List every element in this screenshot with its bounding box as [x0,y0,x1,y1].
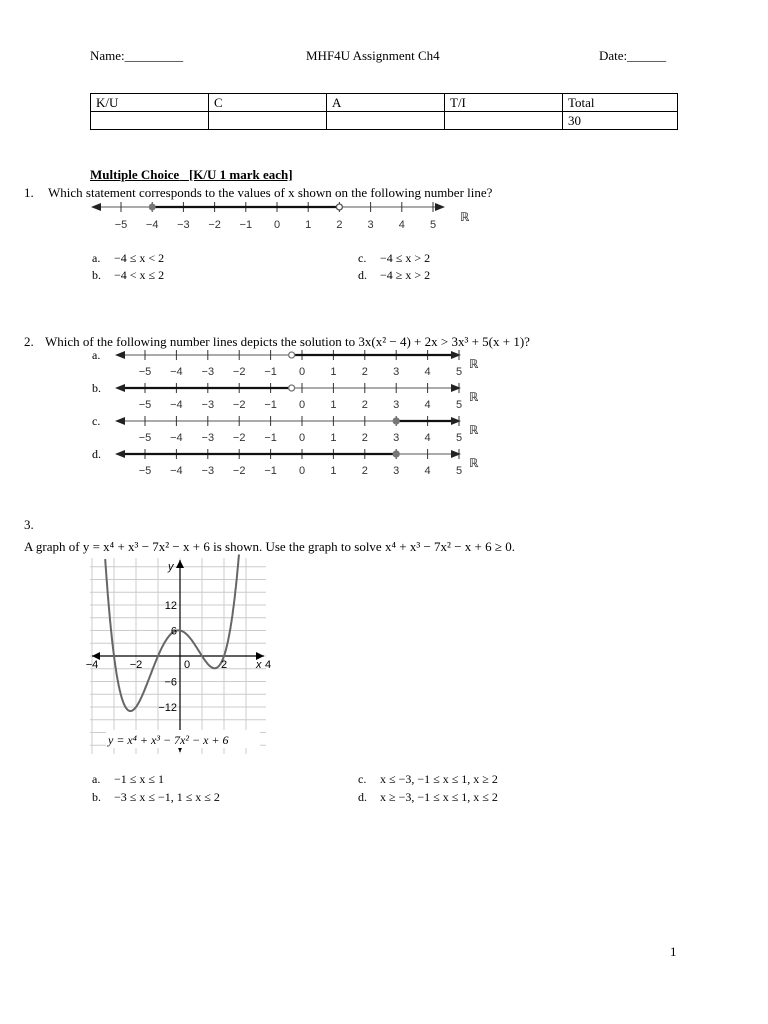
y-tick-label: −12 [158,702,177,714]
q3-graph-axes [92,560,264,752]
tick-label: −1 [264,366,277,378]
axis-symbol: ℝ [469,456,479,470]
y-axis-label: y [168,561,174,573]
q1-number: 1. [24,185,34,200]
tick-label: 5 [455,399,463,411]
marks-cell-a[interactable] [327,112,445,130]
tick-label: −3 [177,219,190,231]
tick-label: 0 [298,465,306,477]
q1-option-a-text: −4 ≤ x < 2 [114,251,165,265]
q1-text: Which statement corresponds to the values of x shown on the following number line? [48,185,493,200]
q1-option-d-letter: d. [358,268,367,282]
q1-option-a-letter: a. [92,251,101,265]
tick-label: −2 [232,399,246,411]
tick-label: 4 [424,432,431,444]
tick-label: −1 [264,432,277,444]
tick-label: 0 [273,219,281,231]
q1-option-a[interactable] [92,251,164,265]
axis-arrow-left [115,351,125,359]
marks-header-ku: K/U [91,94,209,112]
tick-label: 1 [330,399,337,411]
q3-text: A graph of y = x⁴ + x³ − 7x² − x + 6 is shown. Use the graph to solve x⁴ + x³ − 7x² − x + 6 ≥ 0. [24,539,515,554]
tick-label: 2 [361,432,368,444]
tick-label: −4 [170,465,183,477]
x-tick-label: −4 [85,659,99,671]
marks-header-c: C [209,94,327,112]
q1-option-c[interactable] [358,251,430,265]
tick-label: −2 [208,219,221,231]
q2-number-lines [85,345,505,485]
axis-symbol: ℝ [469,357,479,371]
tick-label: −2 [232,465,246,477]
page-title: MHF4U Assignment Ch4 [306,48,440,63]
tick-label: 3 [393,366,400,378]
section-subtitle: [K/U 1 mark each] [188,167,293,182]
date-label: Date:______ [599,48,667,63]
q2-line-d [92,447,479,477]
q3-number: 3. [24,517,34,532]
axis-symbol: ℝ [460,210,470,224]
q2-lines-group [92,348,479,477]
q1-option-c-letter: c. [358,251,367,265]
q3-graph-caption: y = x⁴ + x³ − 7x² − x + 6 [108,733,229,747]
q3-option-a-text: −1 ≤ x ≤ 1 [114,772,164,786]
q2-line-c [92,414,479,444]
tick-label: 3 [393,432,400,444]
tick-label: −3 [201,366,215,378]
marks-header-ti: T/I [445,94,563,112]
marks-header-total: Total [563,94,678,112]
tick-label: −4 [170,432,183,444]
q1-option-b[interactable] [92,268,164,282]
tick-label: −1 [264,465,277,477]
marks-table [90,93,678,130]
solution-endpoint [393,418,399,424]
q2-line-letter: a. [92,348,101,362]
tick-label: −3 [201,399,215,411]
tick-label: 2 [361,465,368,477]
axis-arrow-left [115,417,125,425]
q3-option-b-text: −3 ≤ x ≤ −1, 1 ≤ x ≤ 2 [114,790,220,804]
marks-header-a: A [327,94,445,112]
q1-option-b-text: −4 < x ≤ 2 [114,268,165,282]
q3-option-c[interactable] [358,772,498,786]
q3-option-d[interactable] [358,790,498,804]
q2-line-letter: b. [92,381,101,395]
q1-option-c-text: −4 ≤ x > 2 [380,251,431,265]
marks-cell-ku[interactable] [91,112,209,130]
y-tick-label: 12 [164,600,177,612]
q1-line-group [91,202,470,231]
tick-label: 0 [298,366,306,378]
tick-label: 3 [393,399,400,411]
tick-label: 1 [330,366,337,378]
marks-header-row [91,94,678,112]
q3-option-b-letter: b. [92,790,101,804]
q3-option-c-text: x ≤ −3, −1 ≤ x ≤ 1, x ≥ 2 [380,772,498,786]
y-tick-label: −6 [164,676,177,689]
tick-label: 0 [298,432,306,444]
tick-label: −5 [138,366,152,378]
x-tick-label: 4 [264,659,272,671]
axis-arrow-left [91,203,101,211]
section-title: Multiple Choice [90,167,180,182]
tick-label: 4 [424,366,431,378]
tick-label: 1 [330,465,337,477]
marks-cell-ti[interactable] [445,112,563,130]
axis-symbol: ℝ [469,390,479,404]
tick-label: 5 [429,219,437,231]
tick-label: 5 [455,432,463,444]
q3-option-d-text: x ≥ −3, −1 ≤ x ≤ 1, x ≤ 2 [380,790,498,804]
axis-symbol: ℝ [469,423,479,437]
q3-option-d-letter: d. [358,790,367,804]
q3-option-b[interactable] [92,790,220,804]
q3-option-c-letter: c. [358,772,367,786]
solution-endpoint [289,352,295,358]
q1-number-line [85,196,485,236]
page-number: 1 [670,944,677,959]
tick-label: 1 [305,219,312,231]
tick-label: −5 [138,432,152,444]
q1-option-b-letter: b. [92,268,101,282]
x-tick-label: 0 [184,659,191,671]
tick-label: −5 [114,219,128,231]
tick-label: −3 [201,432,215,444]
q1-option-d-text: −4 ≥ x > 2 [380,268,431,282]
tick-label: 2 [361,399,368,411]
tick-label: −2 [232,366,246,378]
tick-label: −1 [239,219,253,231]
q1-option-d[interactable] [358,268,430,282]
q3-option-a-letter: a. [92,772,101,786]
marks-cell-c[interactable] [209,112,327,130]
y-axis-arrow-up [176,560,184,568]
tick-label: 4 [424,465,431,477]
axis-arrow-left [115,450,125,458]
q2-line-a [92,348,479,378]
marks-cell-total: 30 [563,112,678,130]
solution-endpoint [289,385,295,391]
tick-label: −2 [232,432,246,444]
q2-line-letter: d. [92,447,101,461]
tick-label: 3 [367,219,374,231]
tick-label: −4 [145,219,159,231]
closed-endpoint [149,204,155,210]
q2-number: 2. [24,334,34,349]
q3-graph [85,558,272,754]
tick-label: 4 [398,219,405,231]
q2-line-letter: c. [92,414,101,428]
solution-endpoint [393,451,399,457]
x-tick-label: −2 [129,659,143,671]
tick-label: −4 [170,366,183,378]
axis-arrow-left [115,384,125,392]
tick-label: 2 [361,366,368,378]
x-tick-label: 2 [220,659,228,671]
tick-label: −5 [138,465,152,477]
marks-value-row [91,112,678,130]
q2-line-b [92,381,479,411]
tick-label: 2 [336,219,343,231]
section-heading [90,167,293,182]
tick-label: 3 [393,465,400,477]
x-axis-label: x [256,659,262,671]
tick-label: −1 [264,399,277,411]
q2-text: Which of the following number lines depicts the solution to 3x(x² − 4) + 2x > 3x³ + 5(x + 1)? [45,334,530,349]
open-endpoint [336,204,342,210]
tick-label: −4 [170,399,183,411]
tick-label: −5 [138,399,152,411]
tick-label: 0 [298,399,306,411]
tick-label: 1 [330,432,337,444]
q3-option-a[interactable] [92,772,164,786]
name-label: Name:_________ [90,48,184,63]
y-tick-label: 6 [170,625,177,638]
tick-label: 5 [455,465,463,477]
axis-arrow-right [435,203,445,211]
tick-label: −3 [201,465,215,477]
tick-label: 4 [424,399,431,411]
tick-label: 5 [455,366,463,378]
